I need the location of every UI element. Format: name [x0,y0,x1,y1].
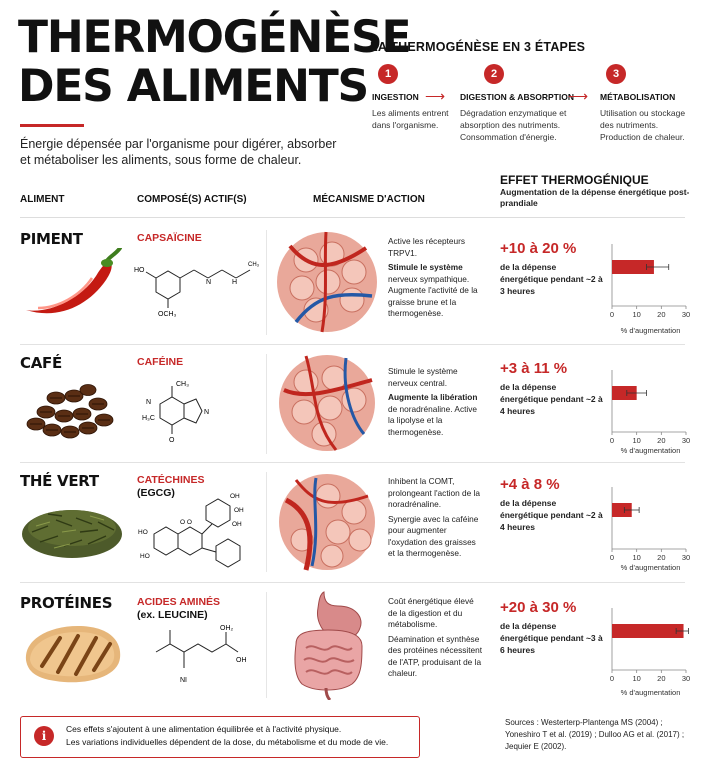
sources: Sources : Westerterp-Plantenga MS (2004) ; Yoneshiro T et al. (2019) ; Dulloo AG et al. (2017) ; Jequier E (2002). [505,718,685,751]
capsaicin-molecule-icon [128,252,263,322]
subtitle: Énergie dépensée par l'organisme pour digérer, absorber et métaboliser les aliments, sous forme de chaleur. [20,137,337,167]
effect-value: +20 à 30 % [500,599,577,616]
step-number: 2 [484,64,504,84]
mechanism-line: Inhibent la COMT, prolongeant l'action de la noradrénaline. [388,476,480,509]
chart-tick-label: 20 [657,436,666,445]
title-line-2: DES ALIMENTS [18,59,369,112]
step-number: 1 [378,64,398,84]
svg-text:N: N [206,279,212,286]
chart-axis-label: % d'augmentation [620,446,681,455]
chart-axis-label: % d'augmentation [620,326,681,335]
chart-tick-label: 30 [681,674,691,683]
note-line: Les variations individuelles dépendent de la dose, du métabolisme et du mode de vie. [66,737,389,747]
step-desc: Utilisation ou stockage des nutriments. Production de chaleur. [600,108,686,142]
mechanism-line: nerveux sympathique. Augmente l'activité de la graisse brune et la thermogenèse. [388,273,478,318]
effect-value: +10 à 20 % [500,240,577,257]
digestive-system-icon [280,588,376,700]
column-header-mechanism: MÉCANISME D'ACTION [313,194,425,205]
fat-tissue-illustration [276,350,378,456]
fat-tissue-illustration [276,470,378,574]
mechanism-line: Active les récepteurs TRPV1. [388,236,466,258]
column-header-food: ALIMENT [20,194,65,205]
compound-name [137,596,220,622]
chart-tick-label: 0 [609,310,615,319]
step-label: INGESTION [372,92,419,102]
compound-label: ACIDES AMINÉS [137,596,221,608]
row-divider [20,344,685,345]
svg-text:OH: OH [236,657,247,664]
food-name: PROTÉINES [20,594,113,612]
row-divider [20,582,685,583]
chart-axis-label: % d'augmentation [620,563,681,572]
svg-text:CH₃: CH₃ [176,381,189,388]
chart-tick-label: 10 [632,310,641,319]
chart-tick-label: 30 [681,553,691,562]
effect-chart [604,483,694,563]
compound-name: CAPSAÏCINE [137,232,202,244]
mechanism-line: Déamination et synthèse des protéines nécessitent de l'ATP, produisant de la chaleur. [388,633,483,678]
column-header-effect-sub: Augmentation de la dépense énergétique post-prandiale [500,187,690,208]
page-title [18,13,410,111]
chart-bar [612,624,684,638]
svg-text:HO: HO [138,529,148,536]
divider [266,354,267,454]
chart-tick-label: 20 [657,553,666,562]
note-line: Ces effets s'ajoutent à une alimentation équilibrée et à l'activité physique. [66,724,342,734]
mechanism-text [388,236,483,323]
compound-sub: (EGCG) [137,487,175,499]
svg-text:OH₂: OH₂ [220,625,234,632]
effect-desc: de la dépense énergétique pendant ~2 à 4 heures [500,498,603,532]
chart-axis-label: % d'augmentation [620,688,681,697]
chart-tick-label: 0 [609,553,615,562]
effect-chart [604,240,694,320]
divider [266,592,267,698]
compound-label: CATÉCHINES [137,474,205,486]
chart-tick-label: 10 [632,553,641,562]
svg-text:OH: OH [230,493,240,500]
step-desc: Dégradation enzymatique et absorption des nutriments. Consommation d'énergie. [460,108,567,142]
chart-tick-label: 10 [632,436,641,445]
step-2 [460,64,580,143]
green-tea-leaves-icon [18,502,126,562]
compound-name: CAFÉINE [137,356,184,368]
title-line-1: THERMOGÉNÈSE [18,11,411,64]
chart-tick-label: 10 [632,674,641,683]
arrow-right-icon: ⟶ [568,88,589,104]
svg-text:N: N [146,399,152,406]
effect-chart [604,366,694,446]
coffee-beans-icon [16,378,124,440]
svg-text:NI: NI [180,677,187,684]
step-label: DIGESTION & ABSORPTION [460,92,574,102]
chart-tick-label: 0 [609,436,615,445]
food-name: THÉ VERT [20,472,99,490]
column-header-compound: COMPOSÉ(S) ACTIF(S) [137,194,247,205]
svg-text:OH: OH [232,521,242,528]
effect-chart [604,604,694,684]
food-name: PIMENT [20,230,83,248]
step-label: MÉTABOLISATION [600,92,676,102]
divider [266,472,267,572]
steps-title: LA THERMOGÉNÈSE EN 3 ÉTAPES [370,40,586,54]
mechanism-text [388,366,483,441]
step-3 [600,64,695,143]
effect-value: +4 à 8 % [500,476,560,493]
mechanism-line: Coût énergétique élevé de la digestion et du métabolisme. [388,596,474,629]
chili-pepper-icon [18,248,123,320]
svg-text:OH: OH [234,507,244,514]
mechanism-text [388,596,483,683]
svg-text:N: N [204,409,210,416]
food-name: CAFÉ [20,354,62,372]
mechanism-line: Stimule le système nerveux central. [388,366,458,388]
arrow-right-icon: ⟶ [425,88,446,104]
effect-desc: de la dépense énergétique pendant ~3 à 6 heures [500,621,603,655]
chart-tick-label: 20 [657,674,666,683]
svg-text:O O: O O [180,519,192,526]
chart-tick-label: 0 [609,674,615,683]
chart-tick-label: 30 [681,436,691,445]
column-header-effect: EFFET THERMOGÉNIQUE [500,173,649,187]
header-divider [20,217,685,218]
svg-text:O: O [169,437,175,444]
compound-sub: (ex. LEUCINE) [137,609,208,621]
mechanism-highlight: Augmente la libération [388,392,478,402]
svg-text:H₃C: H₃C [142,415,155,422]
svg-text:H: H [232,279,238,286]
catechin-molecule-icon [136,486,256,570]
step-number: 3 [606,64,626,84]
chart-tick-label: 30 [681,310,691,319]
fat-tissue-illustration [276,226,378,338]
row-divider [20,462,685,463]
mechanism-highlight: Stimule le système [388,262,463,272]
caffeine-molecule-icon [140,374,230,444]
svg-text:CH₃: CH₃ [248,262,260,268]
effect-desc: de la dépense énergétique pendant ~2 à 4 heures [500,382,603,416]
mechanism-line: de noradrénaline. Active la lipolyse et la thermogenèse. [388,403,478,437]
note-text [66,723,416,749]
svg-text:HO: HO [134,267,145,274]
info-icon: i [34,726,54,746]
effect-value: +3 à 11 % [500,360,568,377]
effect-desc: de la dépense énergétique pendant ~2 à 3 heures [500,262,603,296]
divider [266,230,267,335]
grilled-chicken-icon [20,620,124,686]
svg-text:OCH₃: OCH₃ [158,311,177,318]
mechanism-text [388,476,483,563]
step-desc: Les aliments entrent dans l'organisme. [372,108,449,130]
mechanism-line: Synergie avec la caféine pour augmenter l'oxydation des graisses et la thermogenèse. [388,513,479,558]
svg-text:HO: HO [140,553,150,560]
leucine-molecule-icon [148,622,258,692]
chart-tick-label: 20 [657,310,666,319]
title-underline [20,124,84,127]
